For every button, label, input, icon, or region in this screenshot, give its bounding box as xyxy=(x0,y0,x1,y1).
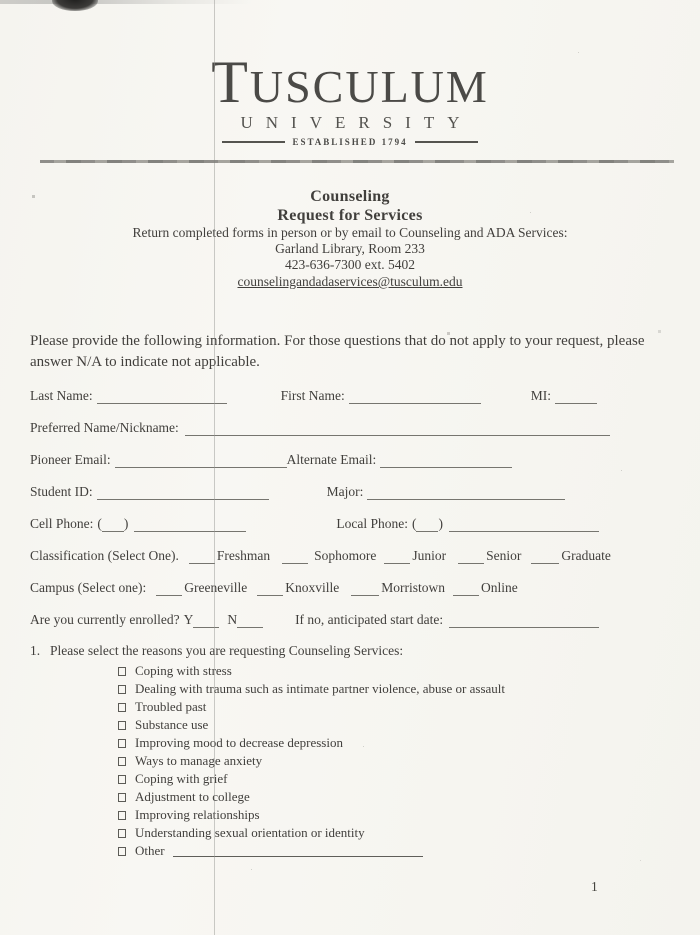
cell-area-code-line[interactable] xyxy=(102,518,124,532)
cell-phone-label: Cell Phone: xyxy=(30,516,94,531)
classification-option-graduate: Graduate xyxy=(561,548,611,563)
classification-senior-line[interactable] xyxy=(458,550,484,564)
alternate-email-input-line[interactable] xyxy=(380,454,512,468)
reason-item-substance-use xyxy=(118,716,670,734)
reason-label: Improving relationships xyxy=(135,807,260,822)
other-reason-input-line[interactable] xyxy=(173,845,423,857)
established-right-rule xyxy=(415,141,478,143)
header-divider-rule xyxy=(40,160,674,163)
classification-option-senior: Senior xyxy=(486,548,522,563)
page-number: 1 xyxy=(591,879,598,894)
reasons-section xyxy=(30,643,670,860)
scan-noise-specks xyxy=(0,0,1,1)
reason-item-depression xyxy=(118,734,670,752)
reason-item-orientation-identity xyxy=(118,824,670,842)
first-name-label: First Name: xyxy=(280,388,345,403)
classification-junior-line[interactable] xyxy=(384,550,410,564)
student-id-label: Student ID: xyxy=(30,484,93,499)
campus-morristown-line[interactable] xyxy=(351,582,379,596)
pioneer-email-input-line[interactable] xyxy=(115,454,287,468)
reason-label: Coping with grief xyxy=(135,771,228,786)
reasons-item-number: 1. xyxy=(30,643,41,658)
reason-item-adjustment xyxy=(118,788,670,806)
alternate-email-label: Alternate Email: xyxy=(286,452,377,467)
email-row xyxy=(30,451,670,468)
personal-info-section xyxy=(30,387,670,628)
enrolled-question-label: Are you currently enrolled? xyxy=(30,612,180,627)
established-left-rule xyxy=(222,141,285,143)
classification-freshman-line[interactable] xyxy=(189,550,215,564)
middle-initial-label: MI: xyxy=(530,388,551,403)
office-phone: 423-636-7300 ext. 5402 xyxy=(284,257,416,272)
reason-item-relationships xyxy=(118,806,670,824)
enrolled-no-label: N xyxy=(227,612,238,627)
reason-label: Troubled past xyxy=(135,699,207,714)
logo-university-text: UNIVERSITY xyxy=(240,113,473,132)
campus-option-online: Online xyxy=(480,580,518,595)
middle-initial-input-line[interactable] xyxy=(555,390,597,404)
intro-paragraph: Please provide the following information. For those questions that do not apply to your request, please answer N/A to indicate not applicable. xyxy=(30,333,645,370)
reasons-heading xyxy=(30,643,670,659)
reasons-checkbox-list xyxy=(118,662,670,860)
preferred-name-row xyxy=(30,419,670,436)
campus-online-line[interactable] xyxy=(453,582,479,596)
start-date-input-line[interactable] xyxy=(449,614,599,628)
page-fold-crease xyxy=(214,0,215,935)
reason-label: Ways to manage anxiety xyxy=(135,753,263,768)
classification-row xyxy=(30,547,670,564)
reason-item-troubled-past xyxy=(118,698,670,716)
form-title-line1: Counseling xyxy=(310,188,390,205)
checkbox-icon[interactable] xyxy=(118,757,126,766)
reason-label: Substance use xyxy=(135,717,209,732)
logo-established-row xyxy=(222,137,478,147)
local-phone-label: Local Phone: xyxy=(336,516,408,531)
logo-initial: T xyxy=(211,49,250,115)
checkbox-icon[interactable] xyxy=(118,811,126,820)
classification-label: Classification (Select One). xyxy=(30,548,179,563)
campus-label: Campus (Select one): xyxy=(30,580,147,595)
enrolled-yes-label: Y xyxy=(183,612,194,627)
reason-item-grief xyxy=(118,770,670,788)
last-name-input-line[interactable] xyxy=(97,390,227,404)
classification-option-junior: Junior xyxy=(412,548,447,563)
classification-option-sophomore: Sophomore xyxy=(314,548,377,563)
reason-label: Understanding sexual orientation or identity xyxy=(135,825,365,840)
pioneer-email-label: Pioneer Email: xyxy=(30,452,111,467)
campus-row xyxy=(30,579,670,596)
campus-knoxville-line[interactable] xyxy=(257,582,283,596)
reason-label: Coping with stress xyxy=(135,663,232,678)
campus-option-greeneville: Greeneville xyxy=(184,580,248,595)
preferred-name-input-line[interactable] xyxy=(185,422,610,436)
checkbox-icon[interactable] xyxy=(118,829,126,838)
student-id-major-row xyxy=(30,483,670,500)
checkbox-icon[interactable] xyxy=(118,721,126,730)
reason-label: Dealing with trauma such as intimate partner violence, abuse or assault xyxy=(135,681,506,696)
cell-area-paren-open: ( xyxy=(97,516,102,531)
preferred-name-label: Preferred Name/Nickname: xyxy=(30,420,179,435)
university-logo xyxy=(0,0,700,147)
campus-option-knoxville: Knoxville xyxy=(285,580,340,595)
checkbox-icon[interactable] xyxy=(118,847,126,856)
checkbox-icon[interactable] xyxy=(118,703,126,712)
local-area-paren-open: ( xyxy=(411,516,417,531)
checkbox-icon[interactable] xyxy=(118,793,126,802)
campus-greeneville-line[interactable] xyxy=(156,582,182,596)
reason-item-other xyxy=(118,842,670,860)
checkbox-icon[interactable] xyxy=(118,667,126,676)
logo-wordmark xyxy=(0,49,700,115)
name-row xyxy=(30,387,670,404)
form-title-line2: Request for Services xyxy=(277,207,423,224)
enrollment-row xyxy=(30,611,670,628)
classification-sophomore-line[interactable] xyxy=(282,550,308,564)
reason-item-trauma xyxy=(118,680,670,698)
office-email-link[interactable]: counselingandadaservices@tusculum.edu xyxy=(237,274,463,289)
student-id-input-line[interactable] xyxy=(97,486,269,500)
reason-label: Improving mood to decrease depression xyxy=(135,735,343,750)
phone-row xyxy=(30,515,670,532)
form-header xyxy=(0,187,700,291)
local-phone-input-line[interactable] xyxy=(449,518,599,532)
local-area-paren-close: ) xyxy=(438,516,443,531)
classification-option-freshman: Freshman xyxy=(216,548,271,563)
reason-label: Other xyxy=(135,843,165,858)
first-name-input-line[interactable] xyxy=(349,390,481,404)
reason-label: Adjustment to college xyxy=(135,789,250,804)
checkbox-icon[interactable] xyxy=(118,739,126,748)
office-location: Garland Library, Room 233 xyxy=(275,241,425,256)
reason-item-stress xyxy=(118,662,670,680)
enrolled-no-line[interactable] xyxy=(237,614,263,628)
reasons-prompt: Please select the reasons you are requesting Counseling Services: xyxy=(50,643,404,658)
major-label: Major: xyxy=(326,484,364,499)
local-area-code-line[interactable] xyxy=(416,518,438,532)
classification-graduate-line[interactable] xyxy=(531,550,559,564)
reason-item-anxiety xyxy=(118,752,670,770)
logo-wordmark-rest: USCULUM xyxy=(249,61,489,112)
cell-phone-input-line[interactable] xyxy=(134,518,246,532)
last-name-label: Last Name: xyxy=(30,388,93,403)
checkbox-icon[interactable] xyxy=(118,775,126,784)
return-instruction: Return completed forms in person or by email to Counseling and ADA Services: xyxy=(132,225,568,240)
established-text: ESTABLISHED 1794 xyxy=(292,137,408,147)
campus-option-morristown: Morristown xyxy=(381,580,445,595)
start-date-label: If no, anticipated start date: xyxy=(295,612,444,627)
major-input-line[interactable] xyxy=(367,486,565,500)
enrolled-yes-line[interactable] xyxy=(193,614,219,628)
checkbox-icon[interactable] xyxy=(118,685,126,694)
cell-area-paren-close: ) xyxy=(123,516,129,531)
